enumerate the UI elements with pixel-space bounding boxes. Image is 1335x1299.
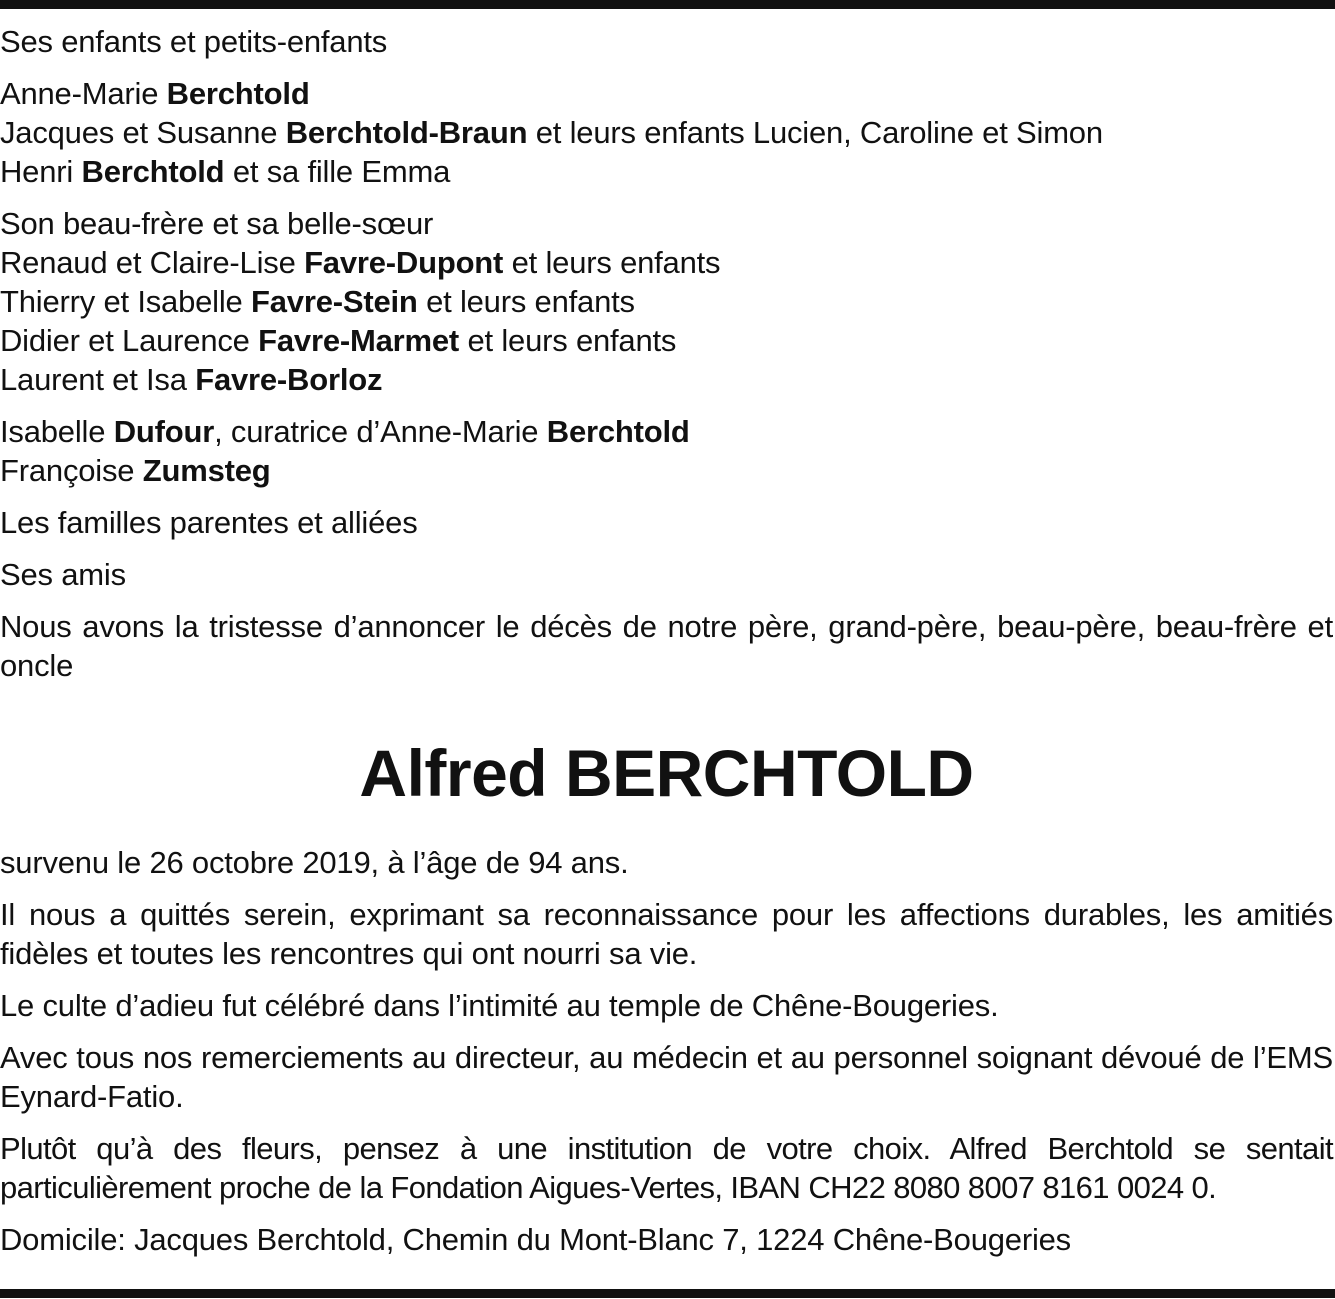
inlaws-group: [0, 204, 1333, 399]
service-paragraph: Le culte d’adieu fut célébré dans l’intimité au temple de Chêne-Bougeries.: [0, 988, 999, 1023]
deceased-name: Alfred BERCHTOLD: [359, 736, 974, 810]
family-line: Laurent et Isa Favre-Borloz: [0, 362, 383, 397]
others-group: [0, 412, 1333, 490]
thanks-paragraph: Avec tous nos remerciements au directeur, au médecin et au personnel soignant dévoué de l’EMS Eynard-Fatio.: [0, 1040, 1333, 1114]
family-line: Anne-Marie Berchtold: [0, 76, 310, 111]
bottom-rule: [0, 1289, 1335, 1298]
family-line: Jacques et Susanne Berchtold-Braun et leurs enfants Lucien, Caroline et Simon: [0, 115, 1103, 150]
obituary-notice: [0, 22, 1333, 1272]
family-line: Henri Berchtold et sa fille Emma: [0, 154, 451, 189]
intro-paragraph: Nous avons la tristesse d’annoncer le décès de notre père, grand-père, beau-père, beau-frère et oncle: [0, 609, 1333, 683]
children-group: [0, 22, 1333, 191]
top-rule: [0, 0, 1335, 9]
families-line: Les familles parentes et alliées: [0, 505, 418, 540]
family-line: Didier et Laurence Favre-Marmet et leurs enfants: [0, 323, 677, 358]
inlaws-heading: Son beau-frère et sa belle-sœur: [0, 206, 434, 241]
friends-line: Ses amis: [0, 557, 126, 592]
death-info: survenu le 26 octobre 2019, à l’âge de 94 ans.: [0, 845, 629, 880]
family-line: Isabelle Dufour, curatrice d’Anne-Marie Berchtold: [0, 414, 690, 449]
family-line: Thierry et Isabelle Favre-Stein et leurs enfants: [0, 284, 635, 319]
children-heading: Ses enfants et petits-enfants: [0, 24, 388, 59]
domicile-line: Domicile: Jacques Berchtold, Chemin du Mont-Blanc 7, 1224 Chêne-Bougeries: [0, 1222, 1071, 1257]
donations-paragraph: Plutôt qu’à des fleurs, pensez à une institution de votre choix. Alfred Berchtold se sentait particulièrement proche de la Fondation Aigues-Vertes, IBAN CH22 8080 8007 8161 0024 0.: [0, 1131, 1333, 1205]
family-line: Renaud et Claire-Lise Favre-Dupont et leurs enfants: [0, 245, 721, 280]
serene-paragraph: Il nous a quittés serein, exprimant sa reconnaissance pour les affections durables, les amitiés fidèles et toutes les rencontres qui ont nourri sa vie.: [0, 897, 1333, 971]
family-line: Françoise Zumsteg: [0, 453, 271, 488]
